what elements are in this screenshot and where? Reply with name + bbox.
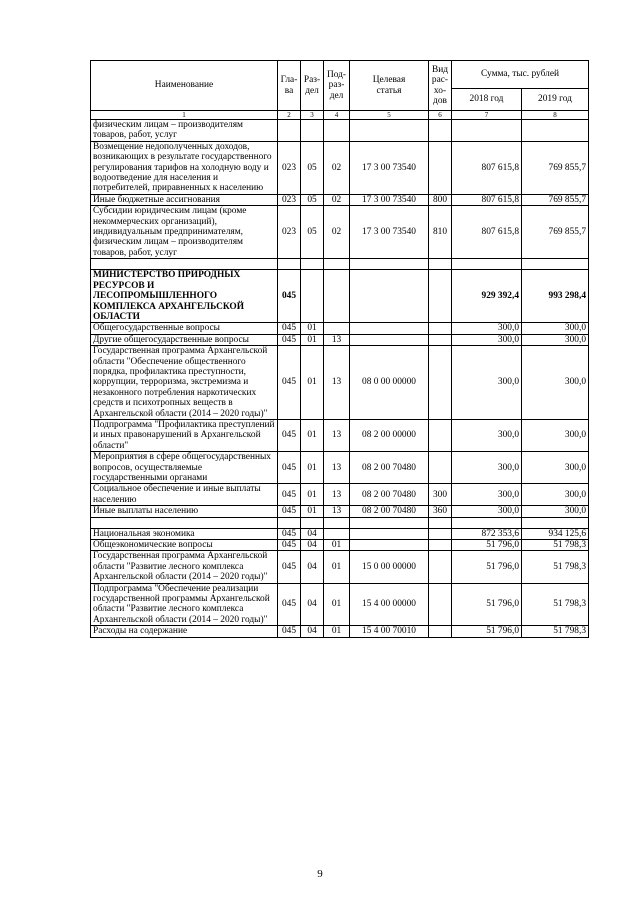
- row-section: [301, 120, 324, 142]
- column-number: 5: [350, 111, 429, 120]
- row-amount-2019: 51 798,3: [522, 540, 589, 551]
- row-section: 01: [301, 346, 324, 420]
- table-row: [91, 120, 589, 142]
- column-number: 6: [429, 111, 452, 120]
- row-section: 05: [301, 141, 324, 194]
- header-subsection: Под- раз- дел: [324, 61, 350, 111]
- header-amount: Сумма, тыс. рублей: [452, 61, 589, 89]
- row-amount-2019: 300,0: [522, 484, 589, 506]
- row-expense-type: 810: [429, 206, 452, 259]
- row-amount-2019: [522, 259, 589, 270]
- table-row-empty: [91, 259, 589, 270]
- table-row: [91, 194, 589, 205]
- row-amount-2019: 934 125,6: [522, 528, 589, 539]
- row-name: Общегосударственные вопросы: [91, 323, 278, 334]
- row-chapter: 045: [278, 528, 301, 539]
- row-expense-type: 360: [429, 506, 452, 517]
- row-expense-type: [429, 626, 452, 637]
- row-amount-2018: 51 796,0: [452, 626, 522, 637]
- row-name: Общеэкономические вопросы: [91, 540, 278, 551]
- row-amount-2018: 51 796,0: [452, 551, 522, 583]
- row-chapter: [278, 120, 301, 142]
- page-number: 9: [317, 868, 323, 880]
- row-target: [350, 528, 429, 539]
- row-section: 04: [301, 528, 324, 539]
- row-amount-2019: 769 855,7: [522, 141, 589, 194]
- row-target: 17 3 00 73540: [350, 141, 429, 194]
- row-name: Социальное обеспечение и иные выплаты населению: [91, 484, 278, 506]
- row-expense-type: [429, 540, 452, 551]
- column-number: 8: [522, 111, 589, 120]
- row-target: [350, 270, 429, 323]
- row-target: 15 4 00 70010: [350, 626, 429, 637]
- column-number: 1: [91, 111, 278, 120]
- table-row: [91, 323, 589, 334]
- row-chapter: 023: [278, 194, 301, 205]
- row-amount-2018: 807 615,8: [452, 194, 522, 205]
- row-amount-2018: [452, 259, 522, 270]
- row-amount-2018: 300,0: [452, 419, 522, 451]
- row-subsection: [324, 259, 350, 270]
- row-amount-2019: 51 798,3: [522, 583, 589, 626]
- row-chapter: 023: [278, 141, 301, 194]
- row-amount-2018: 300,0: [452, 452, 522, 484]
- row-chapter: 045: [278, 551, 301, 583]
- row-chapter: 045: [278, 334, 301, 345]
- row-subsection: 01: [324, 626, 350, 637]
- row-target: [350, 120, 429, 142]
- table-row: [91, 484, 589, 506]
- row-expense-type: [429, 334, 452, 345]
- row-expense-type: [429, 141, 452, 194]
- row-amount-2019: 769 855,7: [522, 206, 589, 259]
- row-amount-2018: 807 615,8: [452, 141, 522, 194]
- row-expense-type: [429, 259, 452, 270]
- row-amount-2018: 300,0: [452, 346, 522, 420]
- row-chapter: 045: [278, 626, 301, 637]
- row-name: МИНИСТЕРСТВО ПРИРОДНЫХ РЕСУРСОВ И ЛЕСОПРОМЫШЛЕННОГО КОМПЛЕКСА АРХАНГЕЛЬСКОЙ ОБЛАСТИ: [91, 270, 278, 323]
- row-name: Иные бюджетные ассигнования: [91, 194, 278, 205]
- column-number: 7: [452, 111, 522, 120]
- row-name: физическим лицам – производителям товаров, работ, услуг: [91, 120, 278, 142]
- row-amount-2019: 300,0: [522, 346, 589, 420]
- row-expense-type: [429, 551, 452, 583]
- header-target: Целевая статья: [350, 61, 429, 111]
- table-row: [91, 583, 589, 626]
- table-row: [91, 540, 589, 551]
- row-chapter: 023: [278, 206, 301, 259]
- table-row: [91, 346, 589, 420]
- row-subsection: [324, 120, 350, 142]
- row-chapter: 045: [278, 506, 301, 517]
- row-target: [350, 540, 429, 551]
- row-subsection: 13: [324, 506, 350, 517]
- row-subsection: 02: [324, 206, 350, 259]
- row-amount-2018: [452, 120, 522, 142]
- row-amount-2019: 300,0: [522, 323, 589, 334]
- row-section: 01: [301, 334, 324, 345]
- row-section: [301, 259, 324, 270]
- row-section: 01: [301, 484, 324, 506]
- row-subsection: 13: [324, 346, 350, 420]
- row-target: 17 3 00 73540: [350, 194, 429, 205]
- row-expense-type: [429, 583, 452, 626]
- row-subsection: 13: [324, 484, 350, 506]
- column-number: 4: [324, 111, 350, 120]
- row-amount-2019: 51 798,3: [522, 551, 589, 583]
- row-subsection: 01: [324, 551, 350, 583]
- row-amount-2019: [522, 120, 589, 142]
- row-amount-2019: 300,0: [522, 506, 589, 517]
- row-chapter: 045: [278, 452, 301, 484]
- row-subsection: 13: [324, 452, 350, 484]
- row-target: 08 2 00 70480: [350, 484, 429, 506]
- row-name: Другие общегосударственные вопросы: [91, 334, 278, 345]
- row-section: 01: [301, 506, 324, 517]
- row-chapter: 045: [278, 484, 301, 506]
- row-target: 08 2 00 70480: [350, 452, 429, 484]
- row-expense-type: [429, 528, 452, 539]
- row-name: Подпрограмма "Обеспечение реализации государственной программы Архангельской области "Развитие лесного комплекса Архангельской области (2014 – 2020 годы)": [91, 583, 278, 626]
- row-name: [91, 517, 278, 528]
- row-subsection: [324, 528, 350, 539]
- row-name: Подпрограмма "Профилактика преступлений и иных правонарушений в Архангельской области": [91, 419, 278, 451]
- row-amount-2019: 300,0: [522, 419, 589, 451]
- row-chapter: 045: [278, 419, 301, 451]
- row-subsection: [324, 270, 350, 323]
- row-subsection: 13: [324, 334, 350, 345]
- row-expense-type: [429, 419, 452, 451]
- table-row: [91, 506, 589, 517]
- column-number-row: [91, 111, 589, 120]
- row-name: Возмещение недополученных доходов, возникающих в результате государственного регулирования тарифов на холодную воду и водоотведение для населения и потребителей, приравненных к населению: [91, 141, 278, 194]
- table-row: [91, 419, 589, 451]
- row-amount-2018: 300,0: [452, 484, 522, 506]
- row-amount-2018: 51 796,0: [452, 583, 522, 626]
- row-name: Иные выплаты населению: [91, 506, 278, 517]
- row-target: [350, 517, 429, 528]
- row-target: [350, 259, 429, 270]
- row-subsection: 01: [324, 583, 350, 626]
- row-section: 04: [301, 583, 324, 626]
- table-row-ministry: [91, 270, 589, 323]
- row-amount-2018: 872 353,6: [452, 528, 522, 539]
- row-section: 01: [301, 452, 324, 484]
- row-amount-2018: 51 796,0: [452, 540, 522, 551]
- table-row: [91, 626, 589, 637]
- row-name: Субсидии юридическим лицам (кроме некоммерческих организаций), индивидуальным предпринимателям, физическим лицам – производителям товаров, работ, услуг: [91, 206, 278, 259]
- table-row: [91, 141, 589, 194]
- row-target: 15 0 00 00000: [350, 551, 429, 583]
- table-row: [91, 206, 589, 259]
- row-chapter: [278, 517, 301, 528]
- table-row-empty: [91, 517, 589, 528]
- row-name: Мероприятия в сфере общегосударственных вопросов, осуществляемые государственными органами: [91, 452, 278, 484]
- row-name: Государственная программа Архангельской области "Обеспечение общественного порядка, профилактика преступности, коррупции, терроризма, экстремизма и незаконного потребления наркотических средств и психотропных веществ в Архангельской области (2014 – 2020 годы)": [91, 346, 278, 420]
- row-subsection: 13: [324, 419, 350, 451]
- row-subsection: [324, 323, 350, 334]
- row-chapter: [278, 259, 301, 270]
- row-target: 17 3 00 73540: [350, 206, 429, 259]
- header-name: Наименование: [91, 61, 278, 111]
- row-expense-type: [429, 323, 452, 334]
- row-amount-2019: 300,0: [522, 452, 589, 484]
- row-chapter: 045: [278, 323, 301, 334]
- row-target: 08 2 00 70480: [350, 506, 429, 517]
- table-row: [91, 551, 589, 583]
- row-name: [91, 259, 278, 270]
- table-row: [91, 334, 589, 345]
- row-amount-2019: 993 298,4: [522, 270, 589, 323]
- table-row: [91, 452, 589, 484]
- row-amount-2018: [452, 517, 522, 528]
- row-name: Государственная программа Архангельской области "Развитие лесного комплекса Архангельской области (2014 – 2020 годы)": [91, 551, 278, 583]
- header-year-2018: 2018 год: [452, 89, 522, 111]
- row-chapter: 045: [278, 540, 301, 551]
- row-expense-type: [429, 270, 452, 323]
- row-section: 04: [301, 540, 324, 551]
- table-header-row: [91, 61, 589, 89]
- row-expense-type: 300: [429, 484, 452, 506]
- row-amount-2019: 769 855,7: [522, 194, 589, 205]
- row-amount-2018: 300,0: [452, 323, 522, 334]
- row-amount-2018: 807 615,8: [452, 206, 522, 259]
- row-name: Расходы на содержание: [91, 626, 278, 637]
- row-subsection: 02: [324, 194, 350, 205]
- row-chapter: 045: [278, 270, 301, 323]
- header-section: Раз- дел: [301, 61, 324, 111]
- column-number: 3: [301, 111, 324, 120]
- row-expense-type: [429, 346, 452, 420]
- row-subsection: [324, 517, 350, 528]
- row-section: 04: [301, 551, 324, 583]
- row-target: 08 2 00 00000: [350, 419, 429, 451]
- row-target: [350, 323, 429, 334]
- row-amount-2019: 300,0: [522, 334, 589, 345]
- header-expense-type: Вид рас- хо- дов: [429, 61, 452, 111]
- row-section: 01: [301, 323, 324, 334]
- row-expense-type: [429, 452, 452, 484]
- row-expense-type: 800: [429, 194, 452, 205]
- row-target: 08 0 00 00000: [350, 346, 429, 420]
- row-amount-2018: 300,0: [452, 506, 522, 517]
- row-amount-2019: [522, 517, 589, 528]
- row-section: 05: [301, 206, 324, 259]
- row-expense-type: [429, 120, 452, 142]
- row-subsection: 02: [324, 141, 350, 194]
- budget-table: [90, 60, 589, 638]
- row-section: 01: [301, 419, 324, 451]
- row-amount-2019: 51 798,3: [522, 626, 589, 637]
- row-section: [301, 270, 324, 323]
- row-target: 15 4 00 00000: [350, 583, 429, 626]
- row-chapter: 045: [278, 346, 301, 420]
- header-year-2019: 2019 год: [522, 89, 589, 111]
- row-section: 05: [301, 194, 324, 205]
- table-row: [91, 528, 589, 539]
- row-amount-2018: 929 392,4: [452, 270, 522, 323]
- row-expense-type: [429, 517, 452, 528]
- column-number: 2: [278, 111, 301, 120]
- row-target: [350, 334, 429, 345]
- row-subsection: 01: [324, 540, 350, 551]
- header-chapter: Гла- ва: [278, 61, 301, 111]
- row-chapter: 045: [278, 583, 301, 626]
- row-section: [301, 517, 324, 528]
- row-name: Национальная экономика: [91, 528, 278, 539]
- row-amount-2018: 300,0: [452, 334, 522, 345]
- row-section: 04: [301, 626, 324, 637]
